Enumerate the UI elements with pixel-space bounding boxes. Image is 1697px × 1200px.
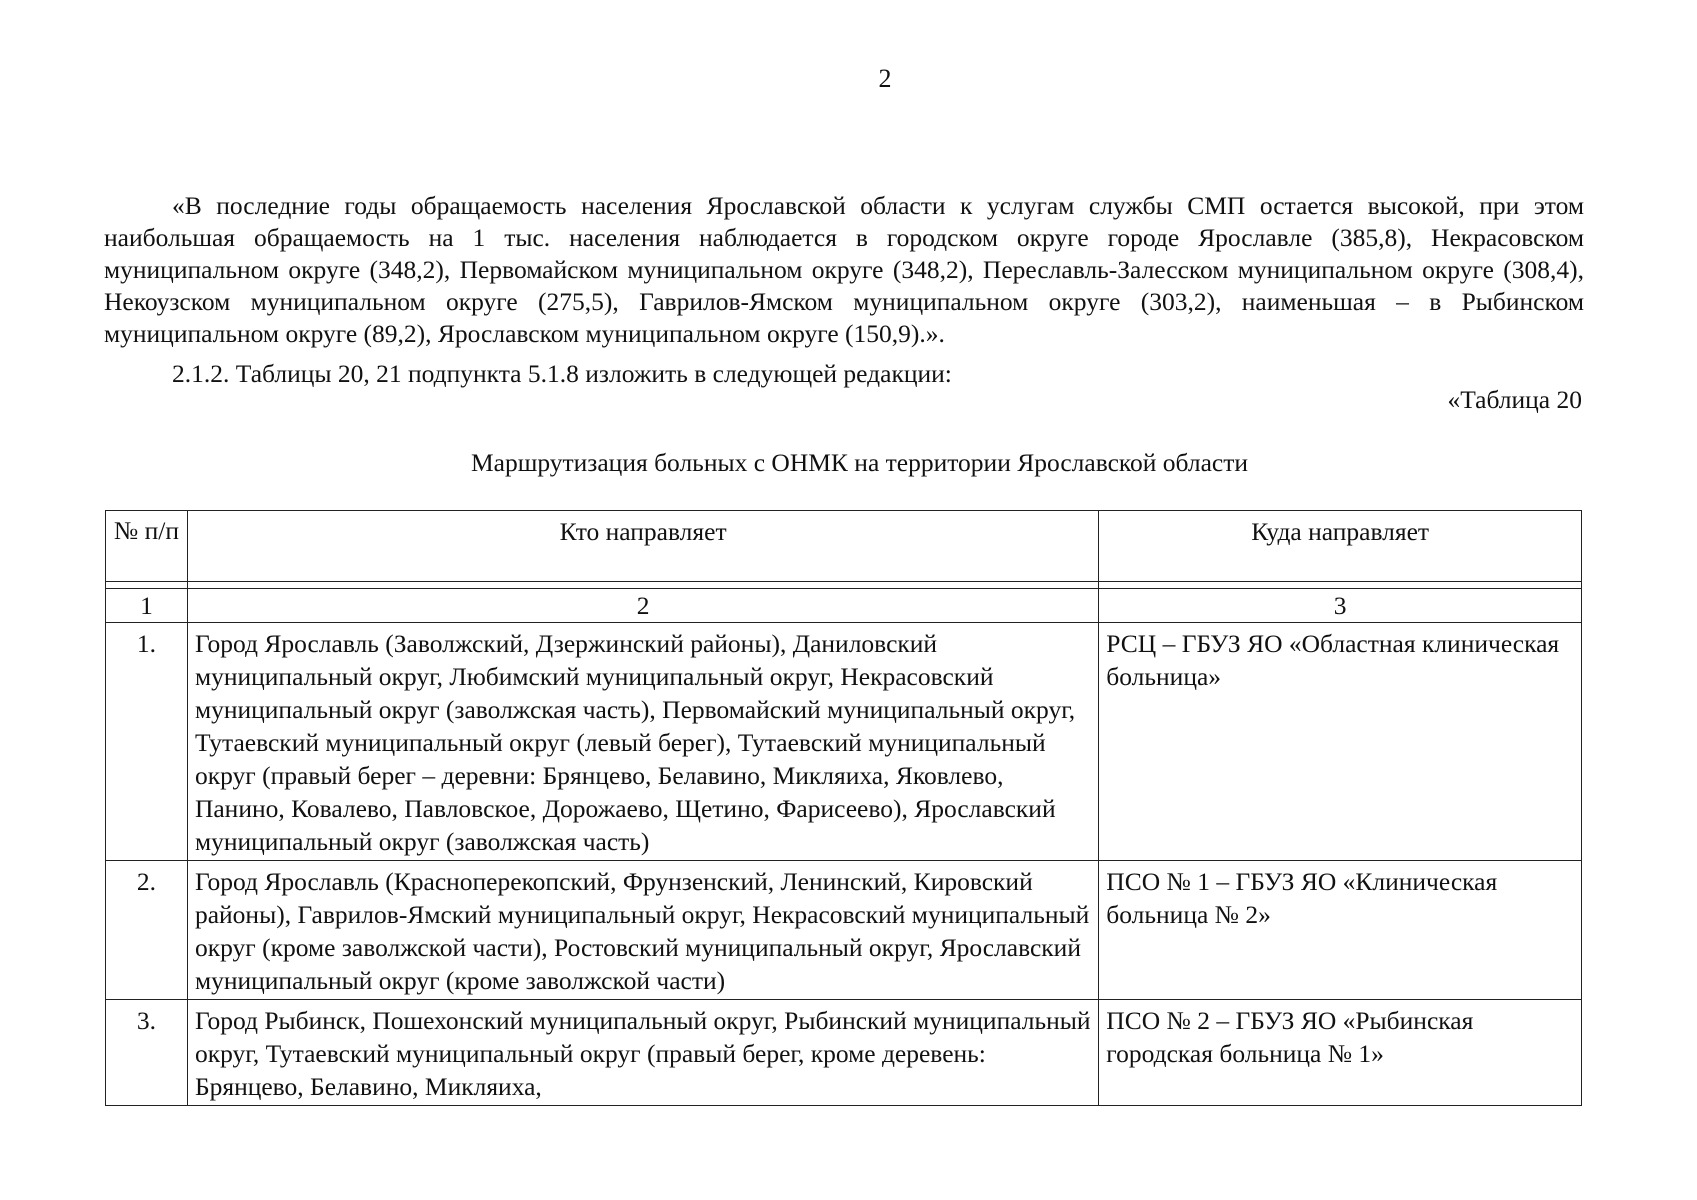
row-who: Город Рыбинск, Пошехонский муниципальный округ, Рыбинский муниципальный округ, Тутаевский муниципальный округ (правый берег, кроме деревень: Брянцево, Белавино, Микляиха, (187, 1000, 1098, 1106)
gap-cell (1099, 582, 1582, 589)
gap-cell (187, 582, 1098, 589)
table-reference: «Таблица 20 (1447, 385, 1582, 414)
row-where: РСЦ – ГБУЗ ЯО «Областная клиническая больница» (1099, 623, 1582, 861)
row-number: 2. (106, 861, 188, 1000)
instruction-paragraph: 2.1.2. Таблицы 20, 21 подпункта 5.1.8 изложить в следующей редакции: (172, 359, 952, 388)
column-number-row (106, 589, 1582, 623)
header-gap (106, 582, 1582, 589)
gap-cell (106, 582, 188, 589)
header-number: № п/п (106, 511, 188, 582)
table-row (106, 861, 1582, 1000)
row-who: Город Ярославль (Красноперекопский, Фрунзенский, Ленинский, Кировский районы), Гаврилов-Ямский муниципальный округ, Некрасовский муниципальный округ (кроме заволжской части), Ростовский муниципальный округ, Ярославский муниципальный округ (кроме заволжской части) (187, 861, 1098, 1000)
header-who: Кто направляет (187, 511, 1098, 582)
row-number: 3. (106, 1000, 188, 1106)
routing-table (105, 510, 1582, 1106)
header-where: Куда направляет (1099, 511, 1582, 582)
table-header-row (106, 511, 1582, 582)
column-number-1: 1 (106, 589, 188, 623)
table-row (106, 1000, 1582, 1106)
column-number-3: 3 (1099, 589, 1582, 623)
table-row (106, 623, 1582, 861)
column-number-2: 2 (187, 589, 1098, 623)
row-where: ПСО № 2 – ГБУЗ ЯО «Рыбинская городская больница № 1» (1099, 1000, 1582, 1106)
row-who: Город Ярославль (Заволжский, Дзержинский районы), Даниловский муниципальный округ, Любимский муниципальный округ, Некрасовский муниципальный округ (заволжская часть), Первомайский муниципальный округ, Тутаевский муниципальный округ (левый берег), Тутаевский муниципальный округ (правый берег – деревни: Брянцево, Белавино, Микляиха, Яковлево, Панино, Ковалево, Павловское, Дорожаево, Щетино, Фарисеево), Ярославский муниципальный округ (заволжская часть) (187, 623, 1098, 861)
page-number: 2 (878, 64, 892, 93)
table-title: Маршрутизация больных с ОНМК на территории Ярославской области (470, 448, 1249, 477)
row-number: 1. (106, 623, 188, 861)
row-where: ПСО № 1 – ГБУЗ ЯО «Клиническая больница № 2» (1099, 861, 1582, 1000)
intro-paragraph: «В последние годы обращаемость населения Ярославской области к услугам службы СМП остается высокой, при этом наибольшая обращаемость на 1 тыс. населения наблюдается в городском округе городе Ярославле (385,8), Некрасовском муниципальном округе (348,2), Первомайском муниципальном округе (348,2), Переславль-Залесском муниципальном округе (308,4), Некоузском муниципальном округе (275,5), Гаврилов-Ямском муниципальном округе (303,2), наименьшая – в Рыбинском муниципальном округе (89,2), Ярославском муниципальном округе (150,9).». (104, 191, 1584, 348)
